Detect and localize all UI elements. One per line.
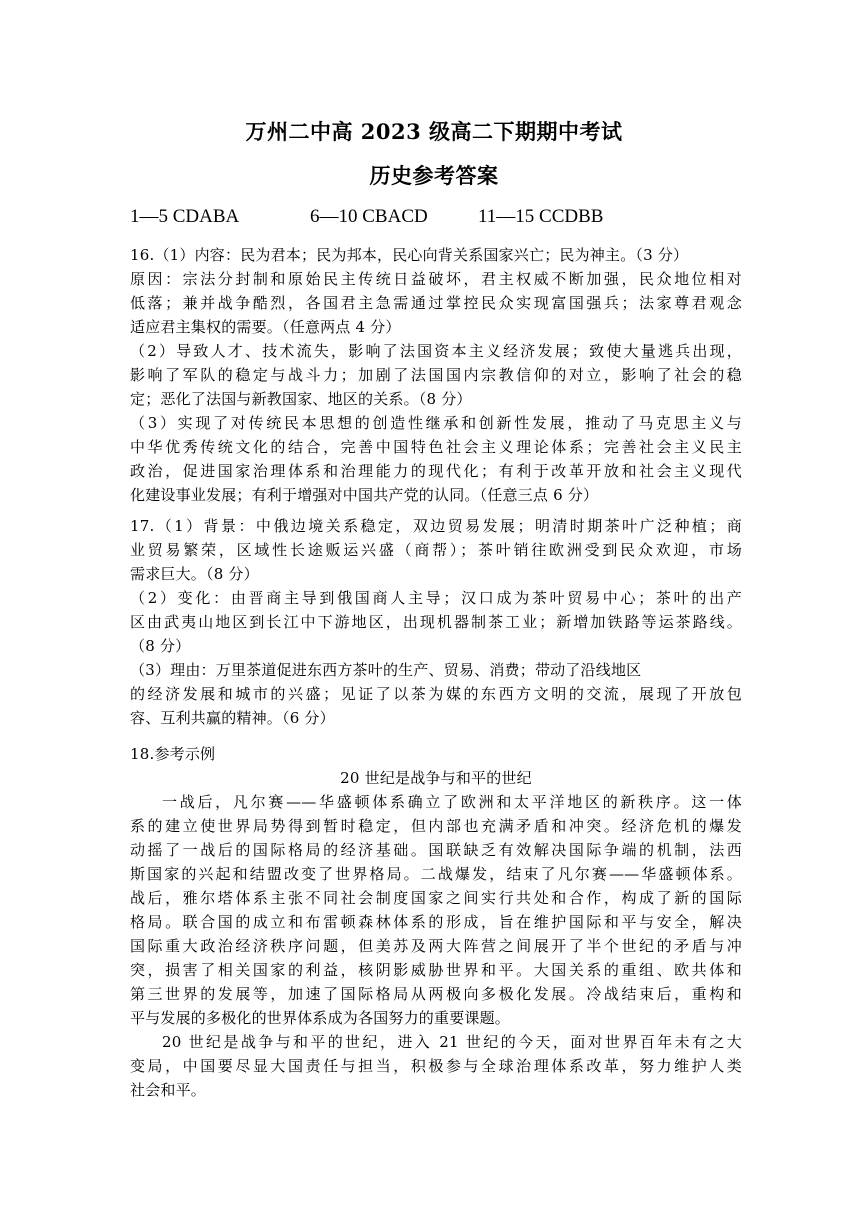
q17-line: （8 分） <box>130 637 191 655</box>
q17-line: （2）变化：由晋商主导到俄国商人主导；汉口成为茶叶贸易中心；茶叶的出产 <box>130 589 742 607</box>
q16-line: 定；恶化了法国与新教国家、地区的关系。（8 分） <box>130 390 472 408</box>
q18-line: 斯国家的兴起和结盟改变了世界格局。二战爆发，结束了凡尔赛——华盛顿体系。 <box>130 865 742 883</box>
q18-line: 战后，雅尔塔体系主张不同社会制度国家之间实行共处和合作，构成了新的国际 <box>130 889 742 907</box>
q17-line: 业贸易繁荣，区域性长途贩运兴盛（商帮）；茶叶销往欧洲受到民众欢迎，市场 <box>130 541 742 559</box>
q17-line: 需求巨大。（8 分） <box>130 565 259 583</box>
q18-line: 格局。联合国的成立和布雷顿森林体系的形成，旨在维护国际和平与安全，解决 <box>130 913 742 931</box>
q18-line: 20 世纪是战争与和平的世纪，进入 21 世纪的今天，面对世界百年未有之大 <box>162 1033 742 1051</box>
answer-key-title: 历史参考答案 <box>369 163 499 188</box>
question-18-answer <box>130 742 742 1102</box>
q17-line: 区由武夷山地区到长江中下游地区，出现机器制茶工业；新增加铁路等运茶路线。 <box>130 613 742 631</box>
q18-line: 一战后，凡尔赛——华盛顿体系确立了欧洲和太平洋地区的新秩序。这一体 <box>162 793 742 811</box>
q18-line: 突，损害了相关国家的利益，核阴影威胁世界和平。大国关系的重组、欧共体和 <box>130 961 742 979</box>
choice-answers-6-10: 6—10 CBACD <box>310 206 428 227</box>
q16-line: 政治，促进国家治理体系和治理能力的现代化；有利于改革开放和社会主义现代 <box>130 462 742 480</box>
q18-label: 18.参考示例 <box>130 745 216 763</box>
q16-line: 原因：宗法分封制和原始民主传统日益破坏，君主权威不断加强，民众地位相对 <box>130 270 742 288</box>
q18-line: 系的建立使世界局势得到暂时稳定，但内部也充满矛盾和冲突。经济危机的爆发 <box>130 817 742 835</box>
q18-line: 变局，中国要尽显大国责任与担当，积极参与全球治理体系改革，努力维护人类 <box>130 1057 742 1075</box>
choice-answers-11-15: 11—15 CCDBB <box>478 206 604 227</box>
choice-answers-1-5: 1—5 CDABA <box>130 206 240 227</box>
q17-line: 容、互利共赢的精神。（6 分） <box>130 709 335 727</box>
q18-line: 国际重大政治经济秩序问题，但美苏及两大阵营之间展开了半个世纪的矛盾与冲 <box>130 937 742 955</box>
question-16-answer <box>130 243 742 507</box>
q18-line: 平与发展的多极化的世界体系成为各国努力的重要课题。 <box>130 1009 511 1027</box>
q17-line: （3）理由：万里茶道促进东西方茶叶的生产、贸易、消费；带动了沿线地区 <box>130 661 642 679</box>
q16-line: （2）导致人才、技术流失，影响了法国资本主义经济发展；致使大量逃兵出现， <box>130 342 742 360</box>
q16-line: 适应君主集权的需要。（任意两点 4 分） <box>130 318 401 336</box>
q16-line: 低落；兼并战争酷烈，各国君主急需通过掌控民众实现富国强兵；法家尊君观念 <box>130 294 742 312</box>
q18-line: 社会和平。 <box>130 1081 207 1099</box>
q18-line: 第三世界的发展等，加速了国际格局从两极向多极化发展。冷战结束后，重构和 <box>130 985 742 1003</box>
question-17-answer <box>130 514 742 730</box>
exam-title: 万州二中高 2023 级高二下期期中考试 <box>245 119 623 144</box>
q17-line: 17.（1）背景：中俄边境关系稳定，双边贸易发展；明清时期茶叶广泛种植；商 <box>130 517 742 535</box>
essay-title: 20 世纪是战争与和平的世纪 <box>340 769 532 787</box>
q16-line: 16.（1）内容：民为君本；民为邦本，民心向背关系国家兴亡；民为神主。（3 分） <box>130 246 689 264</box>
q16-line: 化建设事业发展；有利于增强对中国共产党的认同。（任意三点 6 分） <box>130 486 599 504</box>
choice-answers-row <box>130 206 603 228</box>
q16-line: （3）实现了对传统民本思想的创造性继承和创新性发展，推动了马克思主义与 <box>130 414 742 432</box>
q17-line: 的经济发展和城市的兴盛；见证了以茶为媒的东西方文明的交流，展现了开放包 <box>130 685 742 703</box>
q18-line: 动摇了一战后的国际格局的经济基础。国联缺乏有效解决国际争端的机制，法西 <box>130 841 742 859</box>
q16-line: 中华优秀传统文化的结合，完善中国特色社会主义理论体系；完善社会主义民主 <box>130 438 742 456</box>
q16-line: 影响了军队的稳定与战斗力；加剧了法国国内宗教信仰的对立，影响了社会的稳 <box>130 366 742 384</box>
